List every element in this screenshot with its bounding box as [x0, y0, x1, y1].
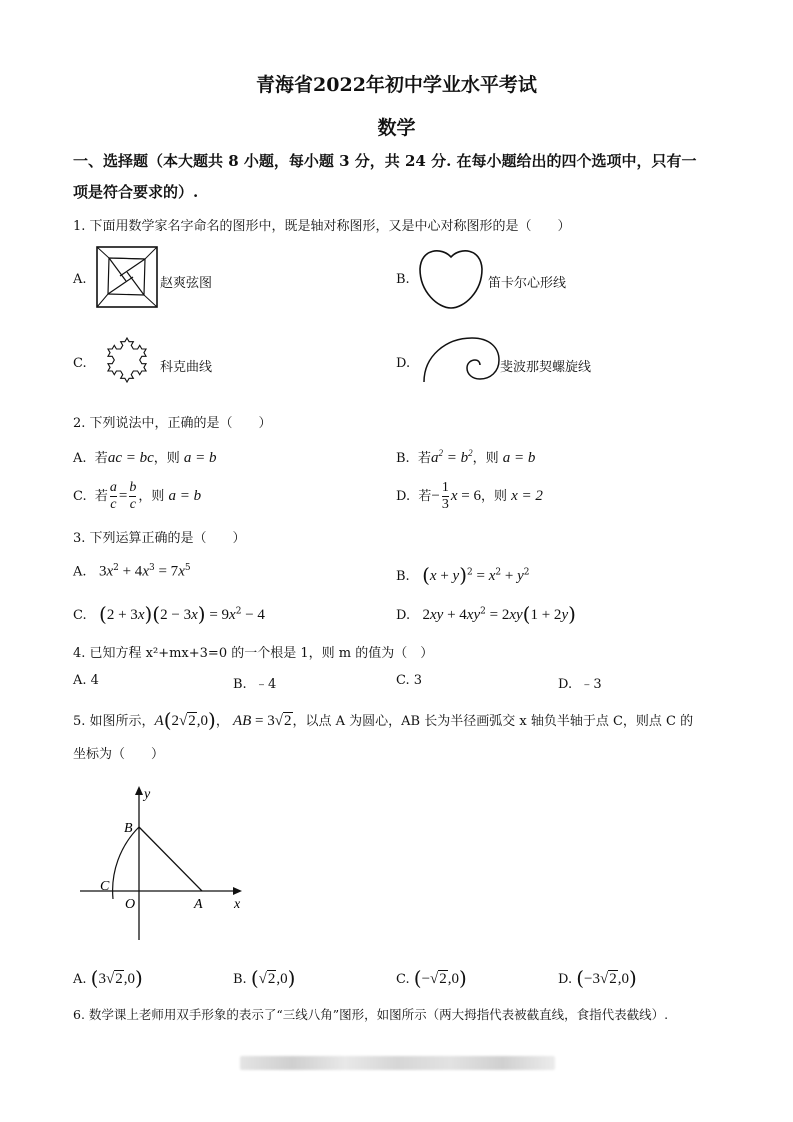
q2-a-condition: ac = bc [107, 450, 154, 466]
label-c: C [100, 879, 110, 894]
q3-option-d: D. $2xy + 4xy^2 = 2xy(1 + 2y)$ [396, 602, 576, 626]
page-title: 青海省2022年初中学业水平考试 [256, 74, 537, 96]
q5-option-d: D. (−3√2,0) [558, 966, 637, 990]
q2-b-condition: $a^2 = b^2$ [430, 448, 473, 466]
fibonacci-spiral-figure [420, 334, 500, 384]
q1-option-c-letter: C. [73, 356, 87, 371]
x-axis-arrow [233, 887, 242, 895]
q3-option-c: C. $(2 + 3x)(2 - 3x) = 9x^2 - 4$ [73, 602, 265, 626]
q2-stem: 2. 下列说法中，正确的是（ ） [73, 416, 272, 431]
q4-option-a: A. 4 [73, 673, 99, 688]
q1-option-d-letter: D. [396, 356, 411, 371]
q1-option-c-caption: 科克曲线 [160, 360, 213, 375]
subject-title: 数学 [377, 117, 416, 139]
q2-d-frac: $\frac{1}{3}$ [441, 480, 449, 512]
q5-option-b: B. (√2,0) [233, 966, 296, 990]
q5-option-c: C. (−√2,0) [396, 966, 467, 990]
cardioid-figure [418, 246, 484, 310]
label-b: B [124, 821, 133, 836]
y-axis-arrow [135, 786, 143, 795]
section-heading-line2: 项是符合要求的）. [73, 183, 199, 201]
q5-stem-line1: 5. 如图所示，A(2√2,0)， AB = 3√2，以点 A 为圆心，AB 长为半径画弧交 x 轴负半轴于点 C，则点 C 的 [73, 708, 694, 732]
q1-option-a-caption: 赵爽弦图 [160, 276, 213, 291]
label-y: y [144, 787, 151, 802]
q2-c-frac-left: $\frac{a}{c}$ [109, 480, 117, 512]
q1-option-d-caption: 斐波那契螺旋线 [500, 360, 592, 375]
q4-option-d: D. ﹣3 [558, 677, 602, 692]
q1-option-b-caption: 笛卡尔心形线 [488, 276, 567, 291]
q5-stem-line2: 坐标为（ ） [73, 747, 165, 762]
segment-ab [139, 827, 202, 891]
section-heading-line1: 一、选择题（本大题共 8 小题，每小题 3 分，共 24 分. 在每小题给出的四个选项中，只有一 [73, 152, 697, 170]
q2-c-frac-right: $\frac{b}{c}$ [129, 480, 137, 512]
q1-stem: 1. 下面用数学家名字命名的图形中，既是轴对称图形，又是中心对称图形的是（ ） [73, 219, 571, 234]
q1-option-b-letter: B. [396, 272, 410, 287]
q4-option-c: C. 3 [396, 673, 423, 688]
arc-bc [113, 827, 139, 899]
q4-option-b: B. ﹣4 [233, 677, 277, 692]
q5-coordinate-figure [76, 780, 256, 945]
label-o: O [125, 897, 136, 912]
zhao-shuang-figure [96, 246, 158, 308]
q1-option-a-letter: A. [73, 272, 87, 287]
q2-option-c: C. 若 $\frac{a}{c}$ = $\frac{b}{c}$ ，则 a = b [73, 480, 202, 512]
q2-option-b: B. 若$a^2 = b^2$，则 a = b [396, 448, 536, 466]
q2-option-a: A. 若ac = bc，则 a = b [73, 450, 217, 466]
q4-stem: 4. 已知方程 x²+mx+3=0 的一个根是 1，则 m 的值为（ ） [73, 646, 434, 661]
q2-option-d: D. 若− $\frac{1}{3}$ x = 6，则 x = 2 [396, 480, 543, 512]
q5-option-a: A. (3√2,0) [73, 966, 143, 990]
koch-curve-figure [94, 326, 160, 392]
q3-stem: 3. 下列运算正确的是（ ） [73, 531, 246, 546]
q6-stem: 6. 数学课上老师用双手形象的表示了“三线八角”图形，如图所示（两大拇指代表被截直线，食指代表截线）. [73, 1007, 669, 1022]
label-a: A [194, 897, 203, 912]
label-x: x [234, 897, 241, 912]
q3-option-b: B. $(x + y)^2 = x^2 + y^2$ [396, 563, 530, 587]
blurred-footer [240, 1056, 555, 1070]
q3-option-a: A. $3x^2 + 4x^3 = 7x^5$ [73, 563, 191, 580]
